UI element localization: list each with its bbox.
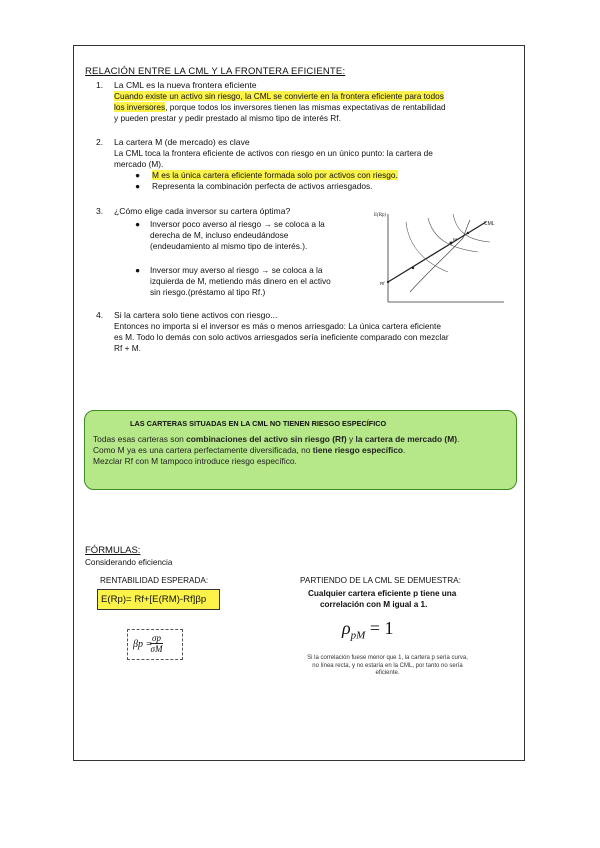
item-1-line-1: Cuando existe un activo sin riesgo, la CML se convierte en la frontera eficiente para todos [114, 91, 444, 101]
cml-proof-line-1: Cualquier cartera eficiente p tiene una [308, 589, 457, 598]
tangency-point-2 [467, 232, 469, 234]
beta-symbol: βp = [133, 639, 153, 650]
callout-heading: LAS CARTERAS SITUADAS EN LA CML NO TIENEN RIESGO ESPECÍFICO [130, 419, 387, 428]
rf-label: Rf [380, 281, 385, 286]
item-1-heading: La CML es la nueva frontera eficiente [114, 80, 257, 90]
specific-risk-callout [84, 410, 517, 490]
correlation-note: Si la correlación fuese menor que 1, la cartera p sería curva, no línea recta, y no estaría en la CML, por tanto no sería eficiente. [307, 655, 468, 677]
item-4-heading: Si la cartera solo tiene activos con riesgo... [114, 310, 278, 320]
callout-line-1: Todas esas carteras son combinaciones del activo sin riesgo (Rf) y la cartera de mercado (M). [93, 434, 460, 444]
item-3-bullet-2-line-2: izquierda de M, metiendo más dinero en el activo [150, 276, 331, 286]
item-3-bullet-2-line-3: sin riesgo.(préstamo al tipo Rf.) [150, 287, 266, 297]
item-3-bullet-dot: ● [135, 219, 141, 229]
cml-proof-line-2: correlación con M igual a 1. [320, 600, 428, 609]
item-3-heading: ¿Cómo elige cada inversor su cartera óptima? [114, 206, 291, 216]
item-4-number: 4. [96, 310, 104, 320]
item-2-heading: La cartera M (de mercado) es clave [114, 137, 250, 147]
item-4-line-2: es M. Todo lo demás con solo activos arriesgados sería ineficiente comparado con mezclar [114, 332, 449, 342]
indifference-curve-1 [406, 222, 448, 272]
item-1-number: 1. [96, 80, 104, 90]
item-3-bullet-dot: ● [135, 265, 141, 275]
tangency-point-1 [412, 267, 414, 269]
item-2-line-1: La CML toca la frontera eficiente de activos con riesgo en un único punto: la cartera de [114, 148, 433, 158]
item-2-bullet-dot: ● [135, 181, 141, 191]
formulas-title: FÓRMULAS: [85, 545, 141, 556]
m-label: M [453, 237, 457, 242]
item-3-number: 3. [96, 206, 104, 216]
cml-frontier-sketch [374, 210, 508, 305]
cml-line [388, 222, 486, 282]
item-4-line-3: Rf + M. [114, 343, 141, 353]
item-3-bullet-2-line-1: Inversor muy averso al riesgo → se coloca a la [150, 265, 323, 275]
item-3-bullet-1-line-2: derecha de M, incluso endeudándose [150, 230, 289, 240]
item-1-line-3: y pueden prestar y pedir prestado al mismo tipo de interés Rf. [114, 113, 341, 123]
item-2-line-2: mercado (M). [114, 159, 164, 169]
callout-line-3: Mezclar Rf con M tampoco introduce riesgo específico. [93, 456, 297, 466]
item-2-number: 2. [96, 137, 104, 147]
chart-ylabel: E(Rp) [374, 213, 387, 218]
item-2-bullet-1: M es la única cartera eficiente formada solo por activos con riesgo. [152, 170, 398, 180]
item-1-line-2: los inversores, porque todos los inversores tienen las mismas expectativas de rentabilidad [114, 102, 446, 112]
beta-formula-box [127, 629, 183, 660]
item-3-bullet-1-line-3: (endeudamiento al mismo tipo de interés.). [150, 241, 308, 251]
item-4-line-1: Entonces no importa si el inversor es más o menos arriesgado: La única cartera eficiente [114, 321, 441, 331]
callout-line-2: Como M ya es una cartera perfectamente diversificada, no tiene riesgo específico. [93, 445, 406, 455]
correlation-formula: $\rho_{pM} = 1$ [342, 618, 394, 642]
rf-point [387, 281, 389, 283]
expected-return-formula: E(Rp)= Rf+[E(RM)-Rf]βp [97, 589, 220, 610]
item-2-bullet-2: Representa la combinación perfecta de activos arriesgados. [152, 181, 373, 191]
beta-numerator: σp [152, 633, 161, 643]
cml-label: CML [484, 221, 495, 227]
formulas-subtitle: Considerando eficiencia [85, 558, 173, 567]
cml-proof-heading: PARTIENDO DE LA CML SE DEMUESTRA: [300, 576, 461, 585]
section-title: RELACIÓN ENTRE LA CML Y LA FRONTERA EFICIENTE: [85, 66, 346, 77]
beta-fraction [150, 633, 163, 654]
indifference-curve-2 [428, 218, 478, 252]
indifference-curve-3 [453, 214, 490, 242]
expected-return-heading: RENTABILIDAD ESPERADA: [100, 576, 209, 585]
beta-denominator: σM [150, 644, 163, 654]
item-3-bullet-1-line-1: Inversor poco averso al riesgo → se coloca a la [150, 219, 325, 229]
item-2-bullet-dot: ● [135, 170, 141, 180]
